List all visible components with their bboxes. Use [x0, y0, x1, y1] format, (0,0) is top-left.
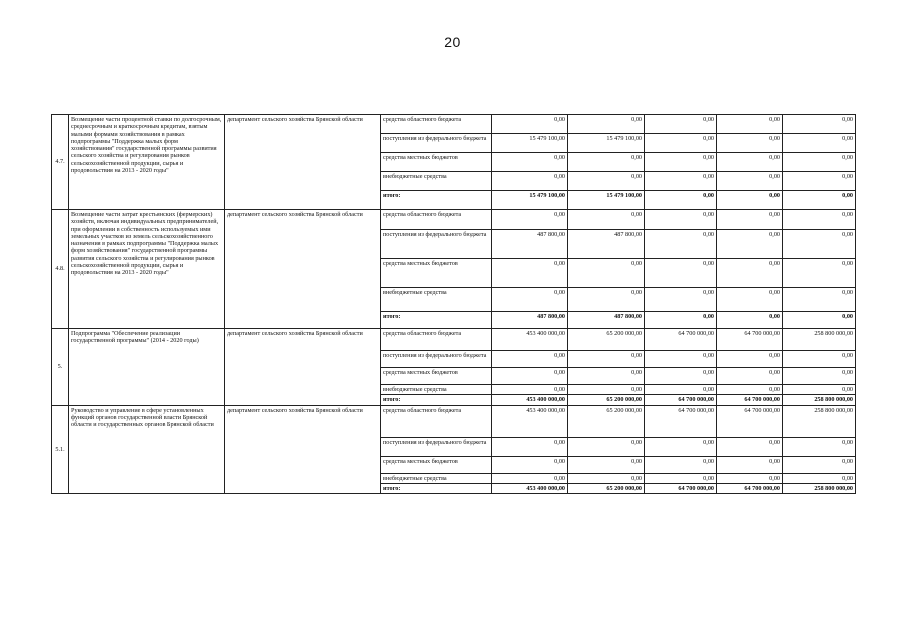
executor: департамент сельского хозяйства Брянской области — [225, 329, 381, 406]
amount-cell: 0,00 — [717, 115, 783, 134]
funding-source: внебюджетные средства — [381, 473, 492, 483]
measure-name: Подпрограмма "Обеспечение реализации государственной программы" (2014 - 2020 годы) — [69, 329, 225, 406]
amount-cell: 0,00 — [645, 259, 717, 288]
funding-source: средства областного бюджета — [381, 329, 492, 351]
funding-source: итого: — [381, 191, 492, 210]
funding-source: средства областного бюджета — [381, 115, 492, 134]
amount-cell: 0,00 — [645, 368, 717, 385]
amount-cell: 0,00 — [568, 368, 645, 385]
amount-cell: 0,00 — [568, 288, 645, 312]
amount-cell: 487 800,00 — [492, 230, 568, 259]
amount-cell: 0,00 — [492, 473, 568, 483]
budget-table — [51, 114, 856, 494]
amount-cell: 0,00 — [568, 172, 645, 191]
funding-source: итого: — [381, 483, 492, 493]
amount-cell: 0,00 — [568, 385, 645, 395]
funding-source: средства местных бюджетов — [381, 153, 492, 172]
table-row — [52, 329, 856, 351]
amount-cell: 258 800 000,00 — [783, 329, 856, 351]
amount-cell: 0,00 — [645, 230, 717, 259]
amount-cell: 0,00 — [717, 456, 783, 473]
amount-cell: 0,00 — [783, 230, 856, 259]
amount-cell: 0,00 — [568, 473, 645, 483]
funding-source: итого: — [381, 395, 492, 405]
measure-name: Возмещение части процентной ставки по долгосрочным, среднесрочным и краткосрочным кредитам, взятым малыми формами хозяйствования в рамках подпрограммы "Поддержка малых форм хозяйствования" государственной программы развития сельского хозяйства и регулирования рынков сельскохозяйственной продукции, сырья и продовольствия на 2013 - 2020 годы" — [69, 115, 225, 210]
amount-cell: 15 479 100,00 — [492, 134, 568, 153]
table-body — [52, 115, 856, 494]
amount-cell: 0,00 — [717, 351, 783, 368]
amount-cell: 0,00 — [717, 172, 783, 191]
amount-cell: 0,00 — [645, 134, 717, 153]
amount-cell: 0,00 — [717, 191, 783, 210]
amount-cell: 15 479 100,00 — [568, 191, 645, 210]
amount-cell: 15 479 100,00 — [568, 134, 645, 153]
amount-cell: 0,00 — [783, 191, 856, 210]
amount-cell: 65 200 000,00 — [568, 483, 645, 493]
amount-cell: 0,00 — [492, 210, 568, 230]
funding-source: средства областного бюджета — [381, 405, 492, 437]
section-number: 5. — [52, 329, 69, 406]
amount-cell: 0,00 — [645, 473, 717, 483]
amount-cell: 0,00 — [568, 115, 645, 134]
amount-cell: 0,00 — [717, 230, 783, 259]
funding-source: внебюджетные средства — [381, 288, 492, 312]
amount-cell: 0,00 — [568, 437, 645, 456]
amount-cell: 487 800,00 — [492, 312, 568, 329]
amount-cell: 0,00 — [645, 437, 717, 456]
amount-cell: 0,00 — [783, 153, 856, 172]
table-row — [52, 210, 856, 230]
amount-cell: 64 700 000,00 — [717, 405, 783, 437]
amount-cell: 0,00 — [645, 456, 717, 473]
table-row — [52, 405, 856, 437]
amount-cell: 64 700 000,00 — [645, 483, 717, 493]
amount-cell: 15 479 100,00 — [492, 191, 568, 210]
amount-cell: 0,00 — [783, 456, 856, 473]
amount-cell: 0,00 — [492, 385, 568, 395]
amount-cell: 0,00 — [717, 312, 783, 329]
amount-cell: 0,00 — [783, 134, 856, 153]
amount-cell: 453 400 000,00 — [492, 329, 568, 351]
amount-cell: 0,00 — [492, 153, 568, 172]
funding-source: средства местных бюджетов — [381, 259, 492, 288]
section-number: 4.8. — [52, 210, 69, 329]
amount-cell: 0,00 — [717, 288, 783, 312]
measure-name: Руководство и управление в сфере установленных функций органов государственной власти Брянской области и государственных органов Брянской области — [69, 405, 225, 494]
amount-cell: 258 800 000,00 — [783, 395, 856, 405]
amount-cell: 0,00 — [783, 351, 856, 368]
funding-source: поступления из федерального бюджета — [381, 134, 492, 153]
amount-cell: 0,00 — [783, 210, 856, 230]
amount-cell: 65 200 000,00 — [568, 395, 645, 405]
amount-cell: 0,00 — [783, 259, 856, 288]
amount-cell: 0,00 — [645, 312, 717, 329]
amount-cell: 0,00 — [783, 437, 856, 456]
amount-cell: 0,00 — [717, 473, 783, 483]
amount-cell: 0,00 — [717, 368, 783, 385]
amount-cell: 487 800,00 — [568, 230, 645, 259]
amount-cell: 0,00 — [568, 456, 645, 473]
amount-cell: 0,00 — [717, 259, 783, 288]
amount-cell: 0,00 — [492, 172, 568, 191]
amount-cell: 0,00 — [492, 456, 568, 473]
funding-source: итого: — [381, 312, 492, 329]
funding-source: поступления из федерального бюджета — [381, 230, 492, 259]
funding-source: средства местных бюджетов — [381, 456, 492, 473]
funding-source: поступления из федерального бюджета — [381, 437, 492, 456]
amount-cell: 0,00 — [492, 115, 568, 134]
funding-source: средства местных бюджетов — [381, 368, 492, 385]
amount-cell: 0,00 — [783, 473, 856, 483]
section-number: 5.1. — [52, 405, 69, 494]
amount-cell: 0,00 — [645, 351, 717, 368]
amount-cell: 0,00 — [492, 288, 568, 312]
amount-cell: 0,00 — [717, 153, 783, 172]
amount-cell: 64 700 000,00 — [717, 483, 783, 493]
amount-cell: 0,00 — [568, 210, 645, 230]
page-number: 20 — [444, 34, 461, 50]
amount-cell: 0,00 — [783, 115, 856, 134]
amount-cell: 453 400 000,00 — [492, 395, 568, 405]
amount-cell: 65 200 000,00 — [568, 405, 645, 437]
amount-cell: 0,00 — [717, 134, 783, 153]
amount-cell: 0,00 — [783, 288, 856, 312]
amount-cell: 0,00 — [492, 437, 568, 456]
executor: департамент сельского хозяйства Брянской области — [225, 210, 381, 329]
amount-cell: 0,00 — [492, 351, 568, 368]
amount-cell: 0,00 — [645, 288, 717, 312]
amount-cell: 0,00 — [717, 437, 783, 456]
amount-cell: 64 700 000,00 — [645, 329, 717, 351]
executor: департамент сельского хозяйства Брянской области — [225, 115, 381, 210]
executor: департамент сельского хозяйства Брянской области — [225, 405, 381, 494]
amount-cell: 0,00 — [783, 312, 856, 329]
table-row — [52, 115, 856, 134]
measure-name: Возмещение части затрат крестьянских (фермерских) хозяйств, включая индивидуальных предпринимателей, при оформлении в собственность используемых ими земельных участков из земель сельскохозяйственного назначения в рамках подпрограммы "Поддержка малых форм хозяйствования" государственной программы развития сельского хозяйства и регулирования рынков сельскохозяйственной продукции, сырья и продовольствия на 2013 - 2020 годы" — [69, 210, 225, 329]
amount-cell: 0,00 — [645, 172, 717, 191]
amount-cell: 0,00 — [568, 153, 645, 172]
funding-source: средства областного бюджета — [381, 210, 492, 230]
funding-source: внебюджетные средства — [381, 385, 492, 395]
amount-cell: 0,00 — [492, 259, 568, 288]
amount-cell: 64 700 000,00 — [717, 329, 783, 351]
amount-cell: 64 700 000,00 — [645, 395, 717, 405]
funding-source: поступления из федерального бюджета — [381, 351, 492, 368]
amount-cell: 0,00 — [645, 210, 717, 230]
amount-cell: 0,00 — [783, 172, 856, 191]
amount-cell: 453 400 000,00 — [492, 405, 568, 437]
section-number: 4.7. — [52, 115, 69, 210]
amount-cell: 0,00 — [645, 191, 717, 210]
amount-cell: 0,00 — [717, 385, 783, 395]
amount-cell: 0,00 — [645, 153, 717, 172]
funding-source: внебюджетные средства — [381, 172, 492, 191]
amount-cell: 0,00 — [568, 259, 645, 288]
amount-cell: 0,00 — [645, 385, 717, 395]
amount-cell: 453 400 000,00 — [492, 483, 568, 493]
amount-cell: 0,00 — [645, 115, 717, 134]
amount-cell: 487 800,00 — [568, 312, 645, 329]
amount-cell: 0,00 — [717, 210, 783, 230]
amount-cell: 258 800 000,00 — [783, 483, 856, 493]
amount-cell: 65 200 000,00 — [568, 329, 645, 351]
amount-cell: 258 800 000,00 — [783, 405, 856, 437]
amount-cell: 64 700 000,00 — [645, 405, 717, 437]
amount-cell: 0,00 — [492, 368, 568, 385]
amount-cell: 0,00 — [783, 368, 856, 385]
amount-cell: 0,00 — [568, 351, 645, 368]
amount-cell: 0,00 — [783, 385, 856, 395]
amount-cell: 64 700 000,00 — [717, 395, 783, 405]
